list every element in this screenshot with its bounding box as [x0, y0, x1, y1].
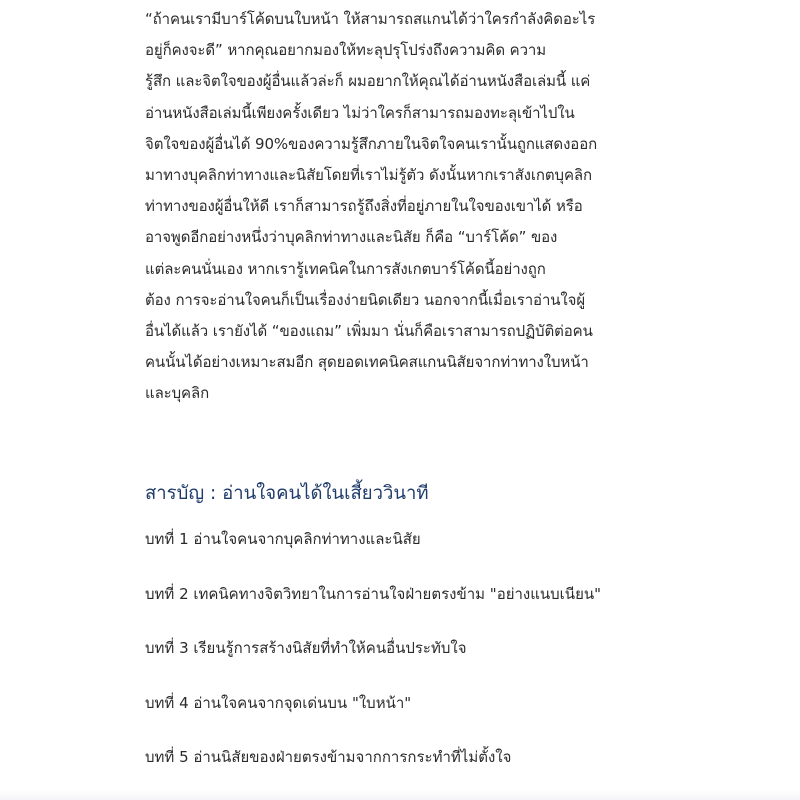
toc-item-chapter-4: บทที่ 4 อ่านใจคนจากจุดเด่นบน "ใบหน้า" — [145, 693, 412, 712]
intro-line: อยู่ก็คงจะดี” หากคุณอยากมองให้ทะลุปรุโปร่งถึงความคิด ความ — [145, 41, 547, 60]
intro-line: จิตใจของผู้อื่นได้ 90%ของความรู้สึกภายในจิตใจคนเรานั้นถูกแสดงออก — [145, 134, 598, 153]
intro-line: และบุคลิก — [145, 384, 210, 403]
bottom-edge-shadow — [0, 790, 800, 800]
toc-list — [145, 523, 601, 796]
intro-line: คนนั้นได้อย่างเหมาะสมอีก สุดยอดเทคนิคสแกนนิสัยจากท่าทางใบหน้า — [145, 353, 589, 372]
intro-line: อื่นได้แล้ว เรายังได้ “ของแถม” เพิ่มมา นั่นก็คือเราสามารถปฏิบัติต่อคน — [145, 322, 593, 341]
toc-heading: สารบัญ : อ่านใจคนได้ในเสี้ยววินาที — [145, 483, 429, 504]
toc-item-chapter-3: บทที่ 3 เรียนรู้การสร้างนิสัยที่ทำให้คนอื่นประทับใจ — [145, 639, 467, 657]
intro-line: ต้อง การจะอ่านใจคนก็เป็นเรื่องง่ายนิดเดียว นอกจากนี้เมื่อเราอ่านใจผู้ — [145, 290, 586, 309]
intro-line: รู้สึก และจิตใจของผู้อื่นแล้วล่ะก็ ผมอยากให้คุณได้อ่านหนังสือเล่มนี้ แค่ — [145, 72, 591, 91]
toc-item-chapter-5: บทที่ 5 อ่านนิสัยของฝ่ายตรงข้ามจากการกระทำที่ไม่ตั้งใจ — [145, 748, 512, 766]
intro-line: มาทางบุคลิกท่าทางและนิสัยโดยที่เราไม่รู้ตัว ดังนั้นหากเราสังเกตบุคลิก — [145, 166, 592, 185]
intro-line: แต่ละคนนั่นเอง หากเรารู้เทคนิคในการสังเกตบาร์โค้ดนี้อย่างถูก — [145, 259, 546, 278]
intro-line: “ถ้าคนเรามีบาร์โค้ดบนใบหน้า ให้สามารถสแกนได้ว่าใครกำลังคิดอะไร — [145, 10, 596, 28]
intro-line: อาจพูดอีกอย่างหนึ่งว่าบุคลิกท่าทางและนิสัย ก็คือ “บาร์โค้ด” ของ — [145, 228, 558, 247]
intro-paragraph — [145, 4, 665, 410]
toc-item-chapter-1: บทที่ 1 อ่านใจคนจากบุคลิกท่าทางและนิสัย — [145, 530, 421, 548]
intro-line: อ่านหนังสือเล่มนี้เพียงครั้งเดียว ไม่ว่าใครก็สามารถมองทะลุเข้าไปใน — [145, 103, 575, 122]
intro-line: ท่าทางของผู้อื่นให้ดี เราก็สามารถรู้ถึงสิ่งที่อยู่ภายในใจของเขาได้ หรือ — [145, 197, 583, 216]
toc-item-chapter-2: บทที่ 2 เทคนิคทางจิตวิทยาในการอ่านใจฝ่ายตรงข้าม "อย่างแนบเนียน" — [145, 584, 602, 603]
